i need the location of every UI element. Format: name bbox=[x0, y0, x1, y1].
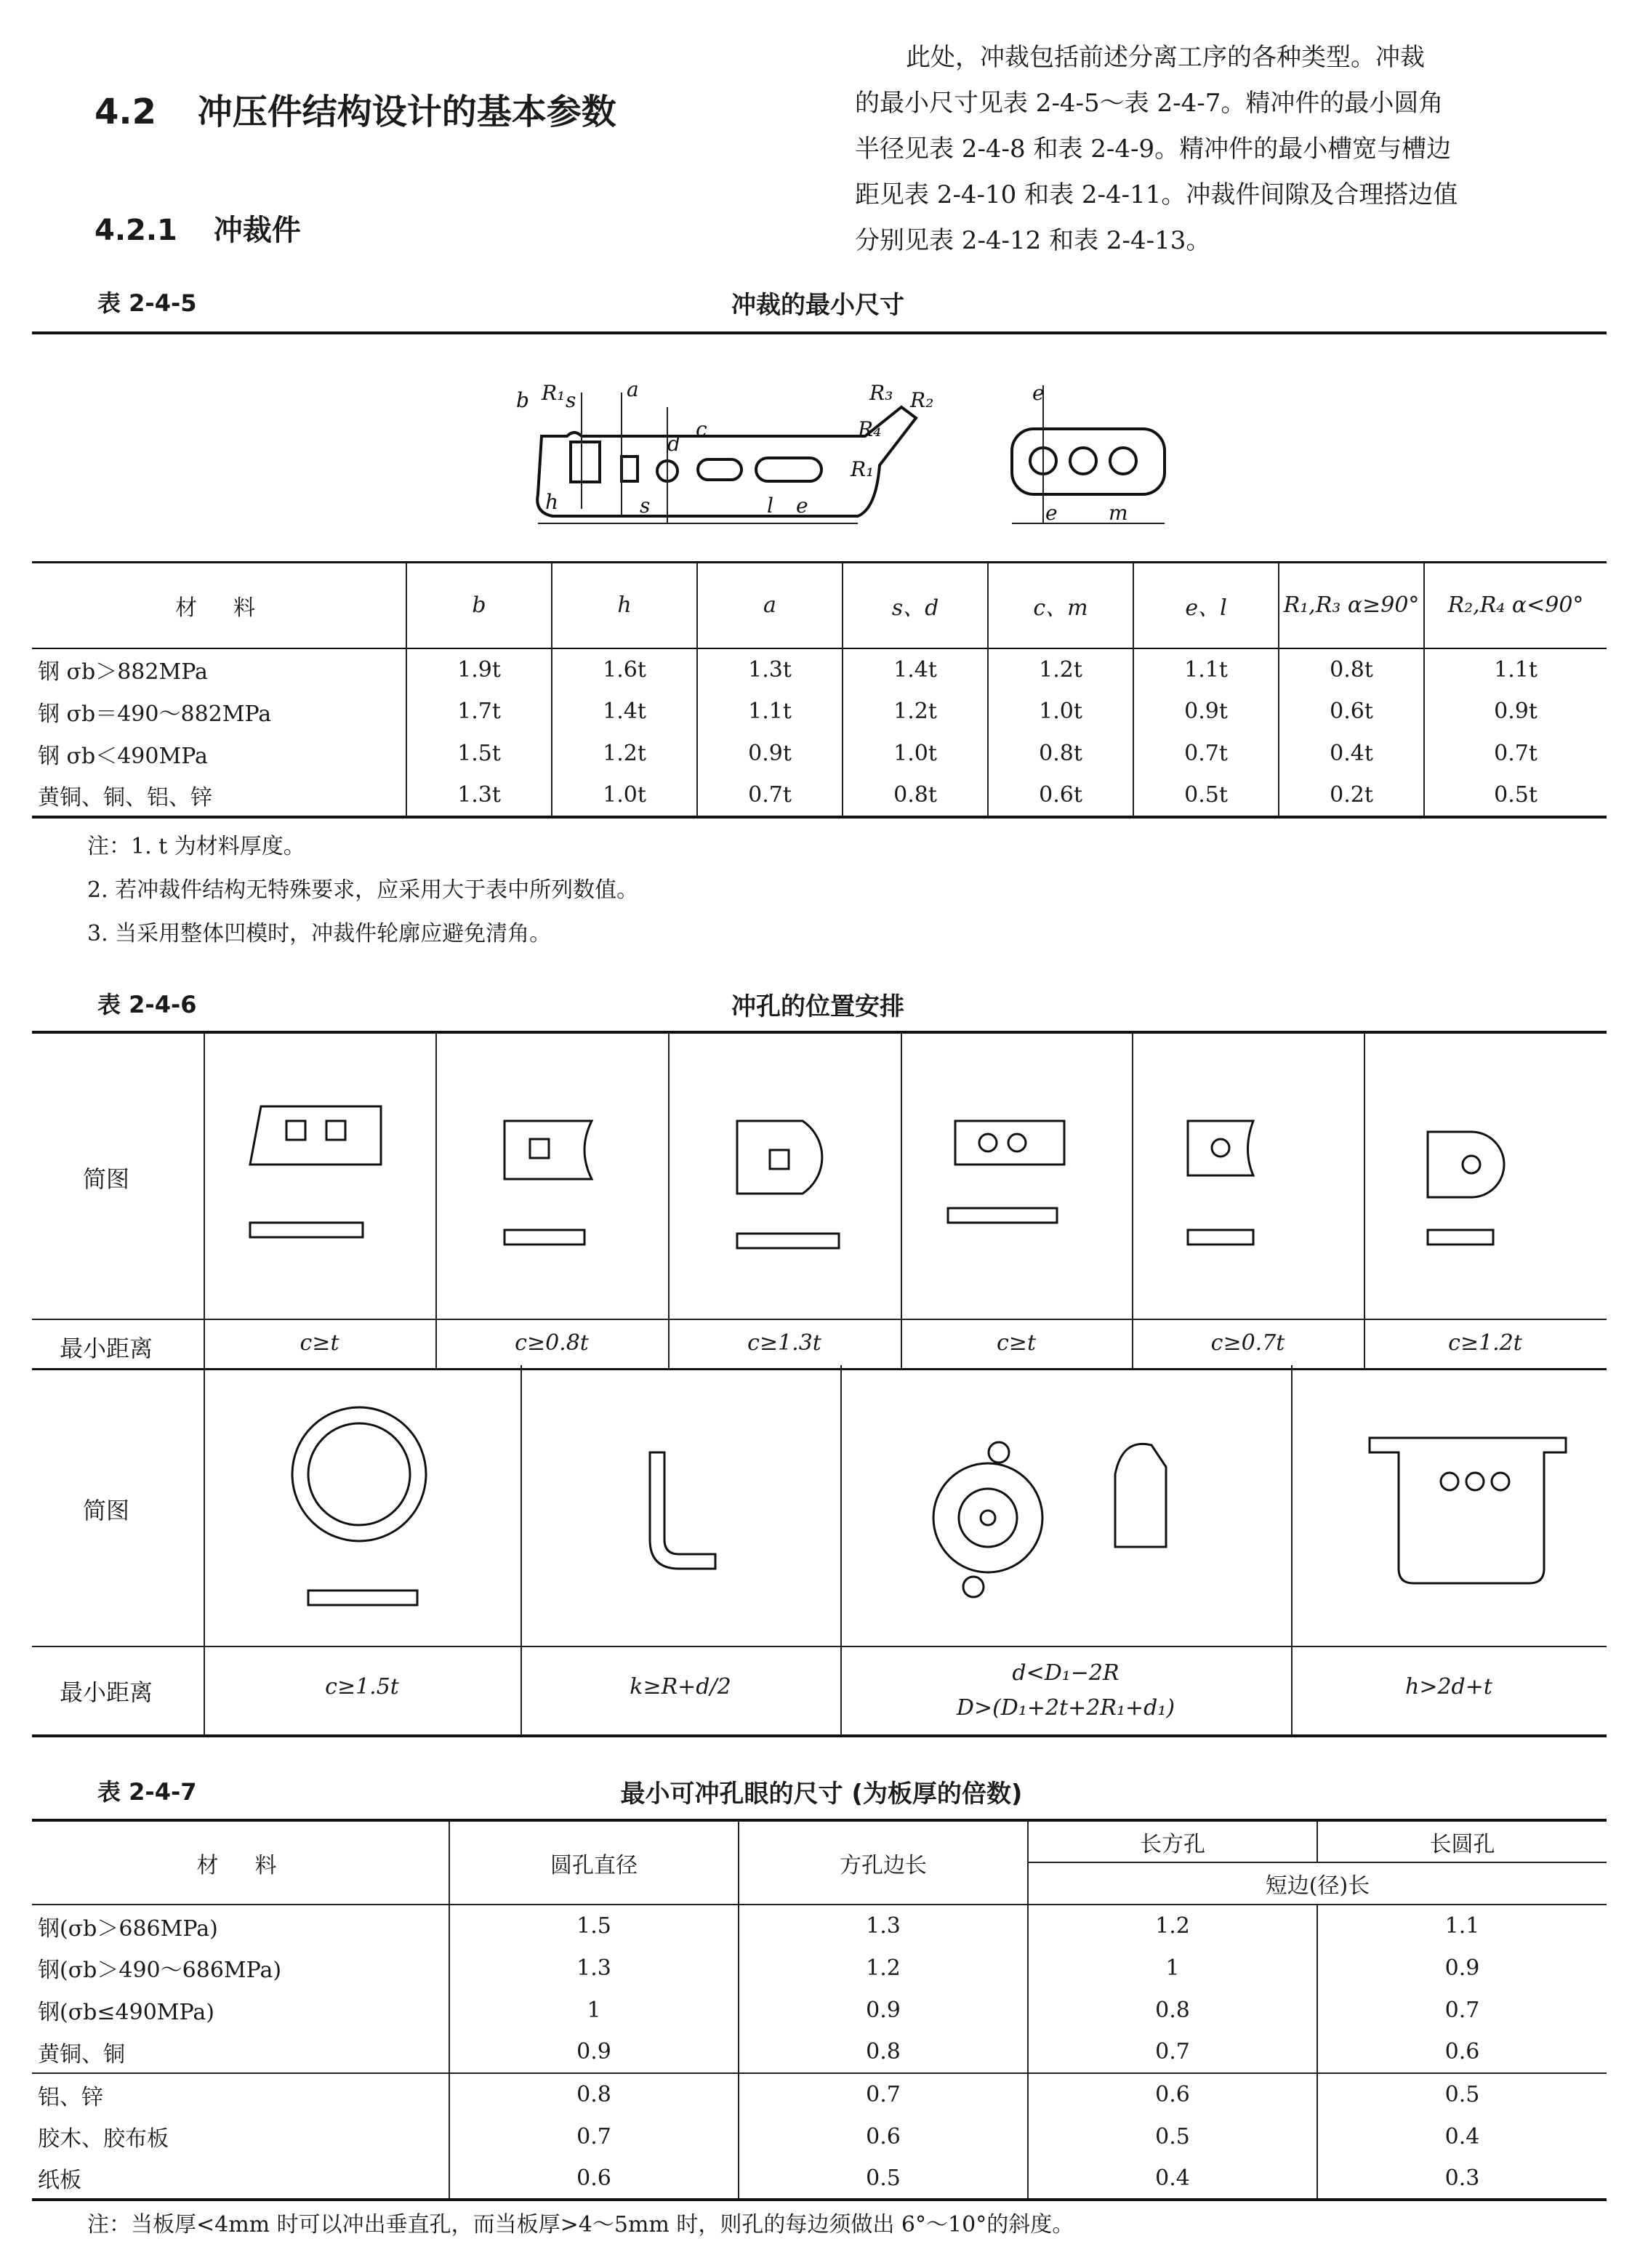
table5-cell: 0.5t bbox=[1133, 775, 1279, 817]
table7-cell: 0.6 bbox=[1444, 2039, 1480, 2064]
table5-header: R₁,R₃ α≥90° bbox=[1279, 563, 1424, 648]
intro-line: 此处，冲裁包括前述分离工序的各种类型。冲裁 bbox=[906, 43, 1425, 72]
table7-cell: 0.9 bbox=[1444, 1955, 1480, 1981]
table7-note: 注：当板厚<4mm 时可以冲出垂直孔，而当板厚>4～5mm 时，则孔的每边须做出 6°～10°的斜度。 bbox=[87, 2212, 1074, 2237]
table5-header: e、l bbox=[1133, 563, 1279, 648]
table-row bbox=[32, 1905, 1607, 1947]
subsection-number: 4.2.1 bbox=[95, 214, 177, 247]
table6-label: 表 2-4-6 bbox=[97, 991, 197, 1018]
table5-cell: 1.0t bbox=[988, 691, 1133, 733]
table7-cell: 1.5 bbox=[449, 1905, 739, 1947]
table7-header-row1 bbox=[32, 1820, 1607, 1862]
fig1-label-c: c bbox=[696, 417, 707, 441]
table7-label: 表 2-4-7 bbox=[97, 1778, 197, 1806]
fig1-label-s2: s bbox=[640, 494, 651, 518]
table5-title: 冲裁的最小尺寸 bbox=[731, 291, 904, 320]
table5-header: R₂,R₄ α<90° bbox=[1447, 592, 1584, 619]
table5-cell: 0.7t bbox=[1494, 741, 1537, 766]
fig1-label-s: s bbox=[566, 388, 576, 412]
table7-cell: 1.2 bbox=[1028, 1905, 1317, 1947]
table5-label: 表 2-4-5 bbox=[97, 289, 197, 317]
table5-header: c、m bbox=[988, 563, 1133, 648]
table6-min-10: h>2d+t bbox=[1405, 1674, 1492, 1700]
table6-row2-label-min: 最小距离 bbox=[60, 1678, 153, 1706]
table5-cell: 1.0t bbox=[552, 775, 697, 817]
table7-cell: 黄铜、铜 bbox=[32, 2031, 449, 2073]
table5-cell: 1.1t bbox=[697, 691, 843, 733]
table5-cell: 1.2t bbox=[988, 648, 1133, 691]
sketch-8 bbox=[606, 1438, 781, 1612]
table5-cell: 0.6t bbox=[1279, 691, 1424, 733]
table6-row1-divider bbox=[32, 1319, 1607, 1320]
fig2-label-e: e bbox=[1032, 381, 1045, 405]
table7-cell: 0.7 bbox=[1444, 1997, 1480, 2023]
table5-cell: 黄铜、铜、铝、锌 bbox=[32, 775, 406, 817]
table6-col-divider bbox=[1364, 1034, 1365, 1368]
table7-cell: 钢(σb＞490～686MPa) bbox=[32, 1947, 449, 1989]
fig1-label-r1: R₁ bbox=[542, 381, 566, 405]
table5-cell: 1.3t bbox=[697, 648, 843, 691]
table6-min-4: c≥t bbox=[997, 1330, 1036, 1356]
table-row bbox=[32, 733, 1607, 775]
table6-min-8: k≥R+d/2 bbox=[630, 1674, 731, 1700]
section-heading bbox=[95, 84, 616, 134]
sketch-2 bbox=[490, 1077, 635, 1295]
intro-line: 分别见表 2-4-12 和表 2-4-13。 bbox=[855, 226, 1211, 255]
table5-cell: 钢 σb＝490～882MPa bbox=[32, 691, 406, 733]
table5-header: h bbox=[552, 563, 697, 648]
table7-header: 长圆孔 bbox=[1317, 1820, 1607, 1862]
table5-header: a bbox=[697, 563, 843, 648]
fig1-label-d: d bbox=[667, 432, 680, 456]
table5-cell: 1.1t bbox=[1133, 648, 1279, 691]
table7-cell: 纸板 bbox=[32, 2158, 449, 2200]
table7-cell: 1.3 bbox=[449, 1947, 739, 1989]
subsection-heading bbox=[95, 207, 301, 249]
table5-header: s、d bbox=[843, 563, 988, 648]
table7-cell: 0.9 bbox=[449, 2031, 739, 2073]
table6-min-7: c≥1.5t bbox=[325, 1674, 399, 1700]
table7-title: 最小可冲孔眼的尺寸 (为板厚的倍数) bbox=[620, 1780, 1023, 1809]
fig1-label-h: h bbox=[545, 490, 559, 514]
table6-col-divider bbox=[668, 1034, 670, 1368]
table-row bbox=[32, 2073, 1607, 2115]
fig1-label-r4: R₄ bbox=[858, 417, 882, 441]
table5-note: 2. 若冲裁件结构无特殊要求，应采用大于表中所列数值。 bbox=[87, 877, 639, 903]
table6-min-3: c≥1.3t bbox=[747, 1330, 821, 1356]
table6-row1-label-sketch: 简图 bbox=[83, 1165, 130, 1193]
table5-cell: 0.8t bbox=[988, 733, 1133, 775]
table7-cell: 0.6 bbox=[449, 2158, 739, 2200]
table5-cell: 1.2t bbox=[843, 691, 988, 733]
table7-cell: 0.5 bbox=[1444, 2082, 1480, 2107]
table5-cell: 1.3t bbox=[406, 775, 552, 817]
sketch-4 bbox=[941, 1077, 1101, 1295]
table7-cell: 钢(σb＞686MPa) bbox=[32, 1905, 449, 1947]
table5-cell: 钢 σb＞882MPa bbox=[32, 648, 406, 691]
table7-header: 长方孔 bbox=[1028, 1820, 1317, 1862]
table7-header: 短边(径)长 bbox=[1028, 1862, 1607, 1905]
table5-note: 3. 当采用整体凹模时，冲裁件轮廓应避免清角。 bbox=[87, 921, 552, 946]
table-row bbox=[32, 691, 1607, 733]
intro-line: 半径见表 2-4-8 和表 2-4-9。精冲件的最小槽宽与槽边 bbox=[855, 134, 1452, 164]
table5-cell: 1.5t bbox=[406, 733, 552, 775]
table5-cell: 0.9t bbox=[697, 733, 843, 775]
fig1-label-r1b: R₁ bbox=[851, 457, 875, 481]
table5-notes bbox=[87, 825, 638, 956]
table5-header: b bbox=[406, 563, 552, 648]
table6-row2-divider bbox=[32, 1646, 1607, 1647]
table5-cell: 0.7t bbox=[1133, 733, 1279, 775]
intro-paragraph bbox=[855, 35, 1604, 264]
table7-cell: 0.8 bbox=[1028, 1989, 1317, 2031]
table6-part1 bbox=[32, 1031, 1607, 1370]
table-row bbox=[32, 2031, 1607, 2073]
table6-row1-label-min: 最小距离 bbox=[60, 1335, 153, 1362]
table7-cell: 1 bbox=[449, 1989, 739, 2031]
table6-title: 冲孔的位置安排 bbox=[731, 992, 904, 1021]
table7-header: 圆孔直径 bbox=[449, 1820, 739, 1905]
table5-cell: 1.1t bbox=[1494, 656, 1537, 683]
table7-cell: 0.7 bbox=[449, 2115, 739, 2158]
fig1-label-r2: R₂ bbox=[910, 388, 934, 412]
table-row bbox=[32, 775, 1607, 817]
table7-header: 方孔边长 bbox=[739, 1820, 1028, 1905]
table6-min-1: c≥t bbox=[300, 1330, 339, 1356]
sketch-9 bbox=[904, 1423, 1239, 1627]
table5-cell: 0.4t bbox=[1279, 733, 1424, 775]
table-row bbox=[32, 1989, 1607, 2031]
table7-cell: 1.3 bbox=[739, 1905, 1028, 1947]
table7-header: 材 料 bbox=[32, 1820, 449, 1905]
table5-header-row bbox=[32, 563, 1607, 648]
table-row bbox=[32, 2115, 1607, 2158]
fig2-label-m: m bbox=[1109, 501, 1128, 525]
table5-note: 注：1. t 为材料厚度。 bbox=[87, 834, 305, 859]
table5-top-rule bbox=[32, 331, 1607, 334]
intro-line: 的最小尺寸见表 2-4-5～表 2-4-7。精冲件的最小圆角 bbox=[855, 89, 1444, 118]
table5-cell: 1.7t bbox=[406, 691, 552, 733]
table5-cell: 0.5t bbox=[1494, 782, 1537, 808]
table5-cell: 1.0t bbox=[843, 733, 988, 775]
table6-col-divider bbox=[1132, 1034, 1133, 1368]
table7-cell: 0.8 bbox=[739, 2031, 1028, 2073]
table7-cell: 钢(σb≤490MPa) bbox=[32, 1989, 449, 2031]
table6-col-divider bbox=[204, 1034, 205, 1368]
table5 bbox=[32, 561, 1607, 819]
table5-cell: 0.6t bbox=[988, 775, 1133, 817]
table6-min-6: c≥1.2t bbox=[1448, 1330, 1522, 1356]
table7-cell: 0.4 bbox=[1444, 2123, 1480, 2150]
table5-cell: 1.9t bbox=[406, 648, 552, 691]
table6-part2 bbox=[32, 1365, 1607, 1737]
table5-cell: 0.8t bbox=[843, 775, 988, 817]
intro-line: 距见表 2-4-10 和表 2-4-11。冲裁件间隙及合理搭边值 bbox=[855, 180, 1458, 209]
table7-cell: 1.2 bbox=[739, 1947, 1028, 1989]
sketch-5 bbox=[1173, 1077, 1333, 1295]
table5-header: 材 料 bbox=[32, 563, 406, 648]
table7-cell: 0.7 bbox=[1028, 2031, 1317, 2073]
table6-col-divider bbox=[901, 1034, 902, 1368]
table-row bbox=[32, 1947, 1607, 1989]
subsection-title: 冲裁件 bbox=[213, 214, 301, 247]
fig1-label-l: l bbox=[767, 494, 773, 518]
table6-min-5: c≥0.7t bbox=[1210, 1330, 1285, 1356]
table7-cell: 1.1 bbox=[1444, 1913, 1480, 1939]
table7-cell: 0.3 bbox=[1444, 2165, 1480, 2191]
table7-cell: 0.9 bbox=[739, 1989, 1028, 2031]
fig1-label-r3: R₃ bbox=[869, 381, 893, 405]
sketch-1 bbox=[243, 1077, 403, 1295]
table5-figure bbox=[436, 378, 1207, 531]
sketch-3 bbox=[708, 1070, 868, 1288]
sketch-10 bbox=[1355, 1423, 1588, 1641]
table5-cell: 1.2t bbox=[552, 733, 697, 775]
section-title: 冲压件结构设计的基本参数 bbox=[197, 92, 616, 132]
fig1-label-a: a bbox=[627, 378, 639, 401]
table-row bbox=[32, 2158, 1607, 2200]
table5-cell: 钢 σb＜490MPa bbox=[32, 733, 406, 775]
table5-cell: 0.7t bbox=[697, 775, 843, 817]
table7 bbox=[32, 1819, 1607, 2201]
sketch-7 bbox=[279, 1394, 468, 1627]
table7-cell: 0.8 bbox=[449, 2073, 739, 2115]
fig1-label-b: b bbox=[516, 388, 529, 412]
table7-cell: 0.4 bbox=[1028, 2158, 1317, 2200]
table5-cell: 0.8t bbox=[1279, 648, 1424, 691]
table6-row2-label-sketch: 简图 bbox=[83, 1497, 130, 1524]
table-row bbox=[32, 648, 1607, 691]
table6-min-9 bbox=[840, 1656, 1291, 1726]
fig1-label-e: e bbox=[796, 494, 808, 518]
table7-cell: 0.6 bbox=[1028, 2073, 1317, 2115]
fig2-label-e2: e bbox=[1045, 501, 1058, 525]
sketch-6 bbox=[1413, 1077, 1573, 1295]
table5-cell: 1.6t bbox=[552, 648, 697, 691]
table6-col-divider bbox=[435, 1034, 437, 1368]
table6-min-9-line2: D>(D₁+2t+2R₁+d₁) bbox=[956, 1695, 1175, 1721]
table6-min-9-line1: d<D₁−2R bbox=[1012, 1660, 1120, 1686]
table7-cell: 胶木、胶布板 bbox=[32, 2115, 449, 2158]
table7-cell: 0.5 bbox=[1028, 2115, 1317, 2158]
section-number: 4.2 bbox=[95, 92, 157, 132]
table5-cell: 0.9t bbox=[1133, 691, 1279, 733]
table5-cell: 0.2t bbox=[1279, 775, 1424, 817]
table5-cell: 0.9t bbox=[1494, 699, 1537, 724]
table5-cell: 1.4t bbox=[843, 648, 988, 691]
table7-cell: 0.7 bbox=[739, 2073, 1028, 2115]
table7-cell: 0.5 bbox=[739, 2158, 1028, 2200]
table5-cell: 1.4t bbox=[552, 691, 697, 733]
table7-cell: 1 bbox=[1028, 1947, 1317, 1989]
table7-cell: 铝、锌 bbox=[32, 2073, 449, 2115]
table7-cell: 0.6 bbox=[739, 2115, 1028, 2158]
table6-min-2: c≥0.8t bbox=[515, 1330, 589, 1356]
